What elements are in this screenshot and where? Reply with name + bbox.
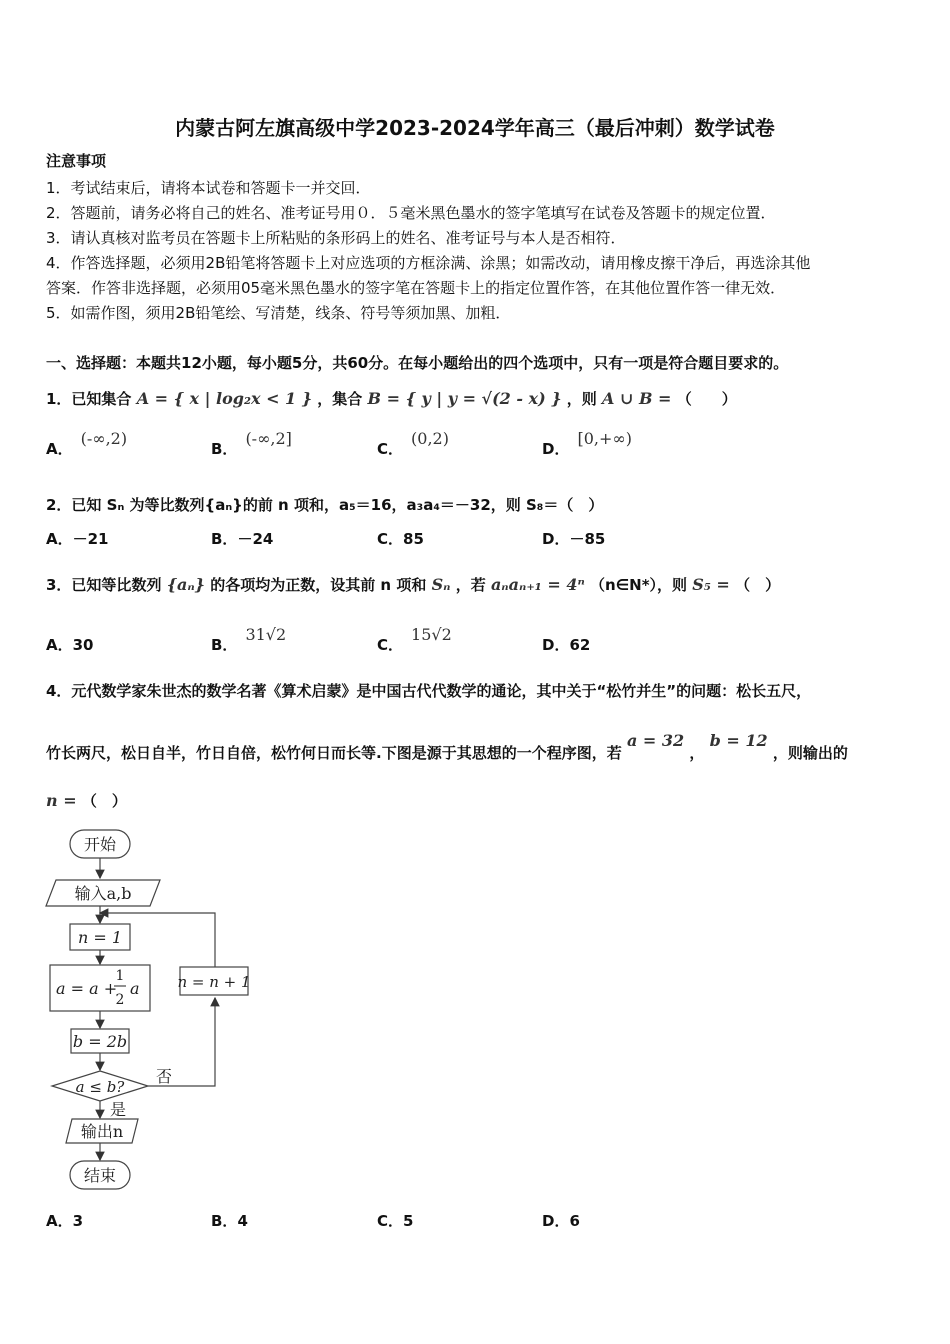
b-value: b = 12 [709, 731, 768, 750]
q3-option-c[interactable]: C．15√2 [377, 625, 452, 654]
q4-text: ，则输出的 [772, 744, 848, 762]
q3-option-a[interactable]: A．30 [46, 636, 94, 654]
question-3 [46, 574, 780, 595]
sequence-an: {aₙ} [166, 575, 205, 594]
q1-option-d[interactable]: D．[0,+∞) [542, 429, 632, 458]
condition: aₙaₙ₊₁ = 4ⁿ [490, 575, 585, 594]
a-value: a = 32 [626, 731, 685, 750]
question-2: 2．已知 Sₙ 为等比数列{aₙ}的前 n 项和，a₅＝16，a₃a₄＝－32，则 S₈＝（ ） [46, 496, 604, 514]
start-label: 开始 [83, 835, 117, 854]
q4-option-c[interactable]: C．5 [377, 1212, 414, 1230]
q1-option-b[interactable]: B．(-∞,2] [211, 429, 292, 458]
note-item: 2．答题前，请务必将自己的姓名、准考证号用０．５毫米黑色墨水的签字笔填写在试卷及答题卡的规定位置． [46, 204, 776, 222]
update-b-label: b = 2b [72, 1032, 128, 1051]
update-a-label: a = a + [56, 979, 118, 998]
frac-den: 2 [115, 992, 125, 1008]
sum-sn: Sₙ [431, 575, 451, 594]
notes-heading: 注意事项 [46, 152, 107, 170]
page-title: 内蒙古阿左旗高级中学2023-2024学年高三（最后冲刺）数学试卷 [175, 116, 775, 140]
s5: S₅ = [692, 575, 730, 594]
q1-text: ，则 [566, 390, 597, 408]
q3-text: （n∈N*），则 [590, 576, 688, 594]
q2-option-b[interactable]: B．－24 [211, 530, 274, 548]
yes-label: 是 [110, 1100, 127, 1119]
q3-option-d[interactable]: D．62 [542, 636, 591, 654]
question-4-line2 [46, 731, 848, 763]
flowchart [40, 822, 270, 1197]
note-item: 3．请认真核对监考员在答题卡上所粘贴的条形码上的姓名、准考证号与本人是否相符． [46, 229, 626, 247]
init-label: n = 1 [77, 928, 123, 947]
q2-option-d[interactable]: D．－85 [542, 530, 606, 548]
frac-num: 1 [115, 968, 125, 984]
union-expr: A ∪ B = [602, 389, 672, 408]
n-expr: n = [46, 791, 77, 810]
question-4-line3 [46, 790, 127, 811]
input-label: 输入a,b [74, 884, 132, 903]
decision-label: a ≤ b? [75, 1078, 125, 1096]
q3-paren: （ ） [735, 576, 781, 594]
note-item: 答案．作答非选择题，必须用05毫米黑色墨水的签字笔在答题卡上的指定位置作答，在其他位置作答一律无效． [46, 279, 786, 297]
output-label: 输出n [80, 1122, 124, 1141]
q1-text: ，集合 [317, 390, 363, 408]
no-label: 否 [156, 1067, 173, 1086]
q2-option-a[interactable]: A．－21 [46, 530, 109, 548]
frac-tail: a [130, 979, 140, 998]
q4-comma: ， [689, 744, 705, 762]
q1-paren: （ ） [676, 390, 737, 408]
q4-option-b[interactable]: B．4 [211, 1212, 248, 1230]
note-item: 1．考试结束后，请将本试卷和答题卡一并交回． [46, 179, 371, 197]
set-b: B = { y | y = √(2 - x) } [367, 389, 562, 408]
question-1 [46, 388, 737, 409]
section-heading: 一、选择题：本题共12小题，每小题5分，共60分。在每小题给出的四个选项中，只有一项是符合题目要求的。 [46, 354, 789, 372]
q3-text: 的各项均为正数，设其前 n 项和 [210, 576, 427, 594]
q2-option-c[interactable]: C．85 [377, 530, 424, 548]
q1-option-c[interactable]: C．(0,2) [377, 429, 449, 458]
note-item: 4．作答选择题，必须用2B铅笔将答题卡上对应选项的方框涂满、涂黑；如需改动，请用橡皮擦干净后，再选涂其他 [46, 254, 811, 272]
increment-label: n = n + 1 [177, 973, 251, 991]
q4-text: 竹长两尺，松日自半，竹日自倍，松竹何日而长等.下图是源于其思想的一个程序图，若 [46, 744, 622, 762]
end-label: 结束 [83, 1166, 117, 1185]
q3-text: ，若 [455, 576, 486, 594]
q4-option-a[interactable]: A．3 [46, 1212, 84, 1230]
q1-text: 1．已知集合 [46, 390, 132, 408]
q4-paren: （ ） [81, 792, 127, 810]
q3-text: 3．已知等比数列 [46, 576, 162, 594]
q1-option-a[interactable]: A．(-∞,2) [46, 429, 128, 458]
note-item: 5．如需作图，须用2B铅笔绘、写清楚，线条、符号等须加黑、加粗． [46, 304, 511, 322]
q4-option-d[interactable]: D．6 [542, 1212, 580, 1230]
set-a: A = { x | log₂x < 1 } [136, 389, 313, 408]
question-4-line1: 4．元代数学家朱世杰的数学名著《算术启蒙》是中国古代代数学的通论，其中关于“松竹并生”的问题：松长五尺， [46, 682, 812, 700]
q3-option-b[interactable]: B．31√2 [211, 625, 287, 654]
